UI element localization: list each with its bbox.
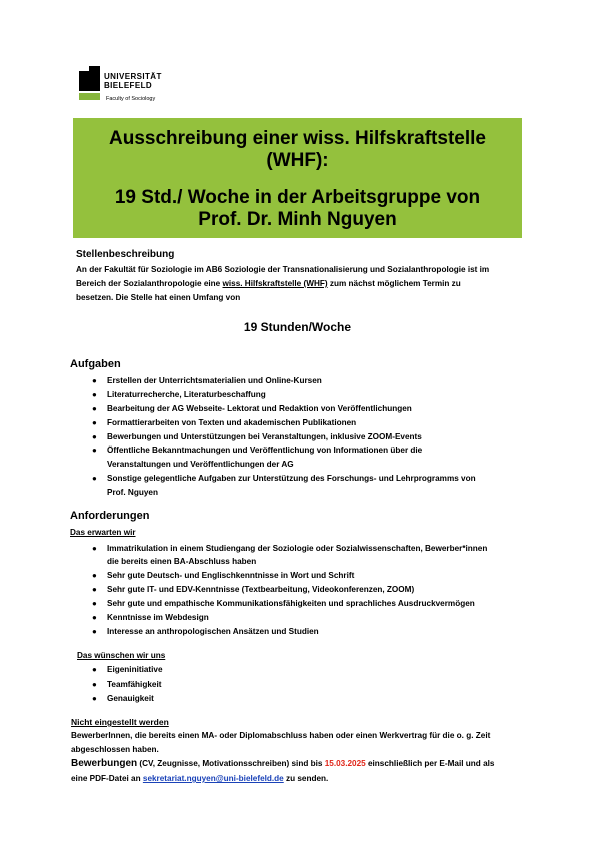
- logo-line-2: BIELEFELD: [104, 81, 153, 90]
- anforderungen-item-continued: die bereits einen BA-Abschluss haben: [107, 557, 257, 566]
- anforderungen-item: Sehr gute IT- und EDV-Kenntnisse (Textbearbeitung, Videokonferenzen, ZOOM): [107, 585, 415, 594]
- hours-per-week: 19 Stunden/Woche: [243, 320, 352, 334]
- banner-line-2: (WHF):: [266, 150, 329, 171]
- bullet-icon: ●: [92, 571, 97, 580]
- bullet-icon: ●: [92, 599, 97, 608]
- bullet-icon: ●: [92, 446, 97, 455]
- logo-mark-green-bar: [79, 93, 100, 100]
- line-2-before: Bereich der Sozialanthropologie eine: [76, 279, 223, 288]
- banner-line-1: Ausschreibung einer wiss. Hilfskraftstelle: [109, 128, 486, 149]
- logo-wordmark: [104, 72, 162, 90]
- whf-underlined-text: wiss. Hilfskraftstelle (WHF): [222, 279, 328, 288]
- bewerbungen-text: (CV, Zeugnisse, Motivationsschreiben) sind bis: [137, 759, 325, 768]
- stellenbeschreibung-heading: Stellenbeschreibung: [76, 249, 175, 260]
- banner-line-4: Prof. Dr. Minh Nguyen: [198, 209, 397, 230]
- banner-line-3: 19 Std./ Woche in der Arbeitsgruppe von: [114, 187, 481, 208]
- nicht-eingestellt-heading: Nicht eingestellt werden: [71, 717, 169, 727]
- wuenschen-heading: Das wünschen wir uns: [77, 651, 166, 660]
- deadline-date: 15.03.2025: [324, 759, 366, 768]
- title-banner: [73, 118, 522, 238]
- aufgaben-item: Literaturrecherche, Literaturbeschaffung: [107, 390, 266, 399]
- aufgaben-item-continued: Veranstaltungen und Veröffentlichungen der AG: [107, 460, 294, 469]
- bullet-icon: ●: [92, 680, 97, 689]
- bewerbungen-line-1: [71, 759, 494, 769]
- erwarten-subheading: Das erwarten wir: [70, 528, 136, 537]
- anforderungen-item: Immatrikulation in einem Studiengang der Soziologie oder Sozialwissenschaften, Bewerber*innen: [107, 544, 488, 553]
- bullet-icon: ●: [92, 627, 97, 636]
- bewerbungen-line-2: [71, 774, 328, 784]
- anforderungen-heading: Anforderungen: [70, 510, 150, 522]
- bewerbungen-text-4: zu senden.: [283, 774, 329, 783]
- wuenschen-item: Teamfähigkeit: [107, 680, 162, 689]
- anforderungen-item: Interesse an anthropologischen Ansätzen und Studien: [107, 627, 319, 636]
- stellenbeschreibung-line-3: besetzen. Die Stelle hat einen Umfang von: [76, 293, 241, 302]
- line-2-after: zum nächst möglichem Termin zu: [327, 279, 461, 288]
- bullet-icon: ●: [92, 474, 97, 483]
- logo-faculty: Faculty of Sociology: [106, 96, 156, 102]
- logo-mark-left: [79, 71, 89, 91]
- aufgaben-item: Bewerbungen und Unterstützungen bei Veranstaltungen, inklusive ZOOM-Events: [107, 432, 422, 441]
- bullet-icon: ●: [92, 432, 97, 441]
- bullet-icon: ●: [92, 404, 97, 413]
- bullet-icon: ●: [92, 665, 97, 674]
- aufgaben-item: Formattierarbeiten von Texten und akademischen Publikationen: [107, 418, 357, 427]
- logo-mark-right: [89, 66, 100, 91]
- bewerbungen-label: Bewerbungen: [71, 758, 138, 769]
- bullet-icon: ●: [92, 585, 97, 594]
- anforderungen-item: Sehr gute und empathische Kommunikationsfähigkeiten und sprachliches Ausdruckvermögen: [107, 599, 475, 608]
- bullet-icon: ●: [92, 390, 97, 399]
- nicht-eingestellt-line-1: BewerberInnen, die bereits einen MA- oder Diplomabschluss haben oder einen Werkvertrag für die o. g. Zeit: [71, 731, 491, 740]
- logo-line-1: UNIVERSITÄT: [104, 72, 162, 81]
- aufgaben-item: Erstellen der Unterrichtsmaterialien und Online-Kursen: [107, 376, 322, 385]
- bewerbungen-text-2: einschließlich per E-Mail und als: [365, 759, 495, 768]
- bullet-icon: ●: [92, 694, 97, 703]
- bullet-icon: ●: [92, 418, 97, 427]
- nicht-eingestellt-line-2: abgeschlossen haben.: [71, 745, 159, 754]
- stellenbeschreibung-line-1: An der Fakultät für Soziologie im AB6 Soziologie der Transnationalisierung und Sozialanthropologie ist im: [76, 265, 490, 274]
- aufgaben-heading: Aufgaben: [70, 358, 121, 370]
- wuenschen-item: Eigeninitiative: [107, 665, 163, 674]
- bullet-icon: ●: [92, 613, 97, 622]
- anforderungen-item: Sehr gute Deutsch- und Englischkenntnisse in Wort und Schrift: [107, 571, 355, 580]
- aufgaben-item: Sonstige gelegentliche Aufgaben zur Unterstützung des Forschungs- und Lehrprogramms von: [107, 474, 476, 483]
- bewerbungen-text-3: eine PDF-Datei an: [71, 774, 143, 783]
- email-link[interactable]: sekretariat.nguyen@uni-bielefeld.de: [142, 774, 284, 783]
- anforderungen-item: Kenntnisse im Webdesign: [107, 613, 209, 622]
- aufgaben-item-continued: Prof. Nguyen: [107, 488, 158, 497]
- aufgaben-item: Bearbeitung der AG Webseite- Lektorat und Redaktion von Veröffentlichungen: [107, 404, 412, 413]
- bullet-icon: ●: [92, 544, 97, 553]
- bullet-icon: ●: [92, 376, 97, 385]
- stellenbeschreibung-line-2: [76, 279, 461, 289]
- wuenschen-item: Genauigkeit: [107, 694, 154, 703]
- aufgaben-item: Öffentliche Bekanntmachungen und Veröffentlichung von Informationen über die: [107, 446, 423, 455]
